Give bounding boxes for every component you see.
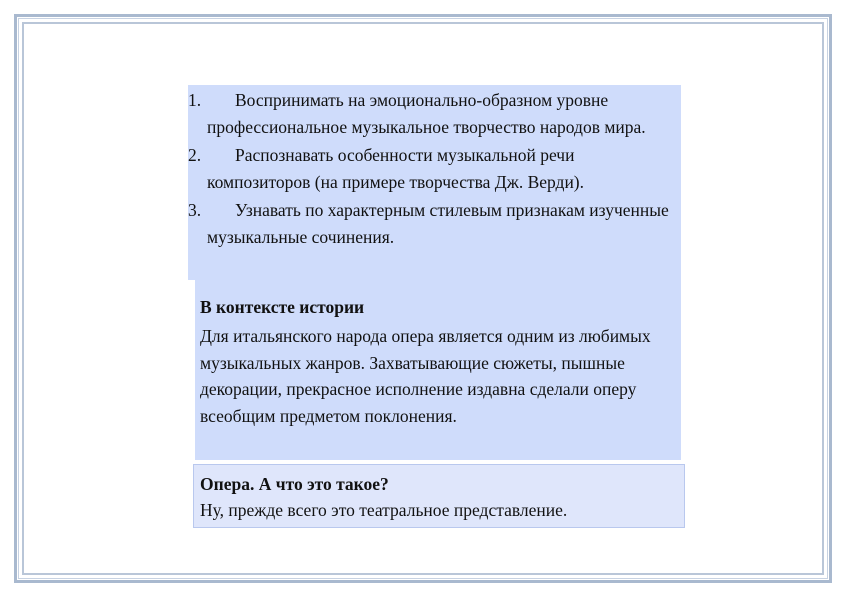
goal-item-3	[188, 197, 681, 250]
goal-text: Распознавать особенности музыкальной речи композиторов (на примере творчества Дж. Верди).	[207, 145, 585, 192]
history-context-block	[195, 280, 681, 460]
goal-item-1	[188, 87, 681, 140]
learning-goals-list	[188, 85, 681, 280]
opera-body: Ну, прежде всего это театральное представление.	[200, 500, 568, 520]
goal-text: Воспринимать на эмоционально-образном уровне профессиональное музыкальное творчество народов мира.	[207, 90, 646, 137]
goal-item-2	[188, 142, 681, 195]
history-body: Для итальянского народа опера является одним из любимых музыкальных жанров. Захватывающие сюжеты, пышные декорации, прекрасное исполнение издавна сделали оперу всеобщим предметом поклонения.	[200, 326, 651, 426]
opera-definition-block	[193, 464, 685, 528]
goal-number: 1.	[188, 90, 202, 110]
opera-title: Опера. А что это такое?	[200, 474, 389, 494]
goal-number: 3.	[188, 200, 202, 220]
goal-number: 2.	[188, 145, 202, 165]
goal-text: Узнавать по характерным стилевым признакам изученные музыкальные сочинения.	[207, 200, 669, 247]
history-title: В контексте истории	[200, 297, 365, 317]
